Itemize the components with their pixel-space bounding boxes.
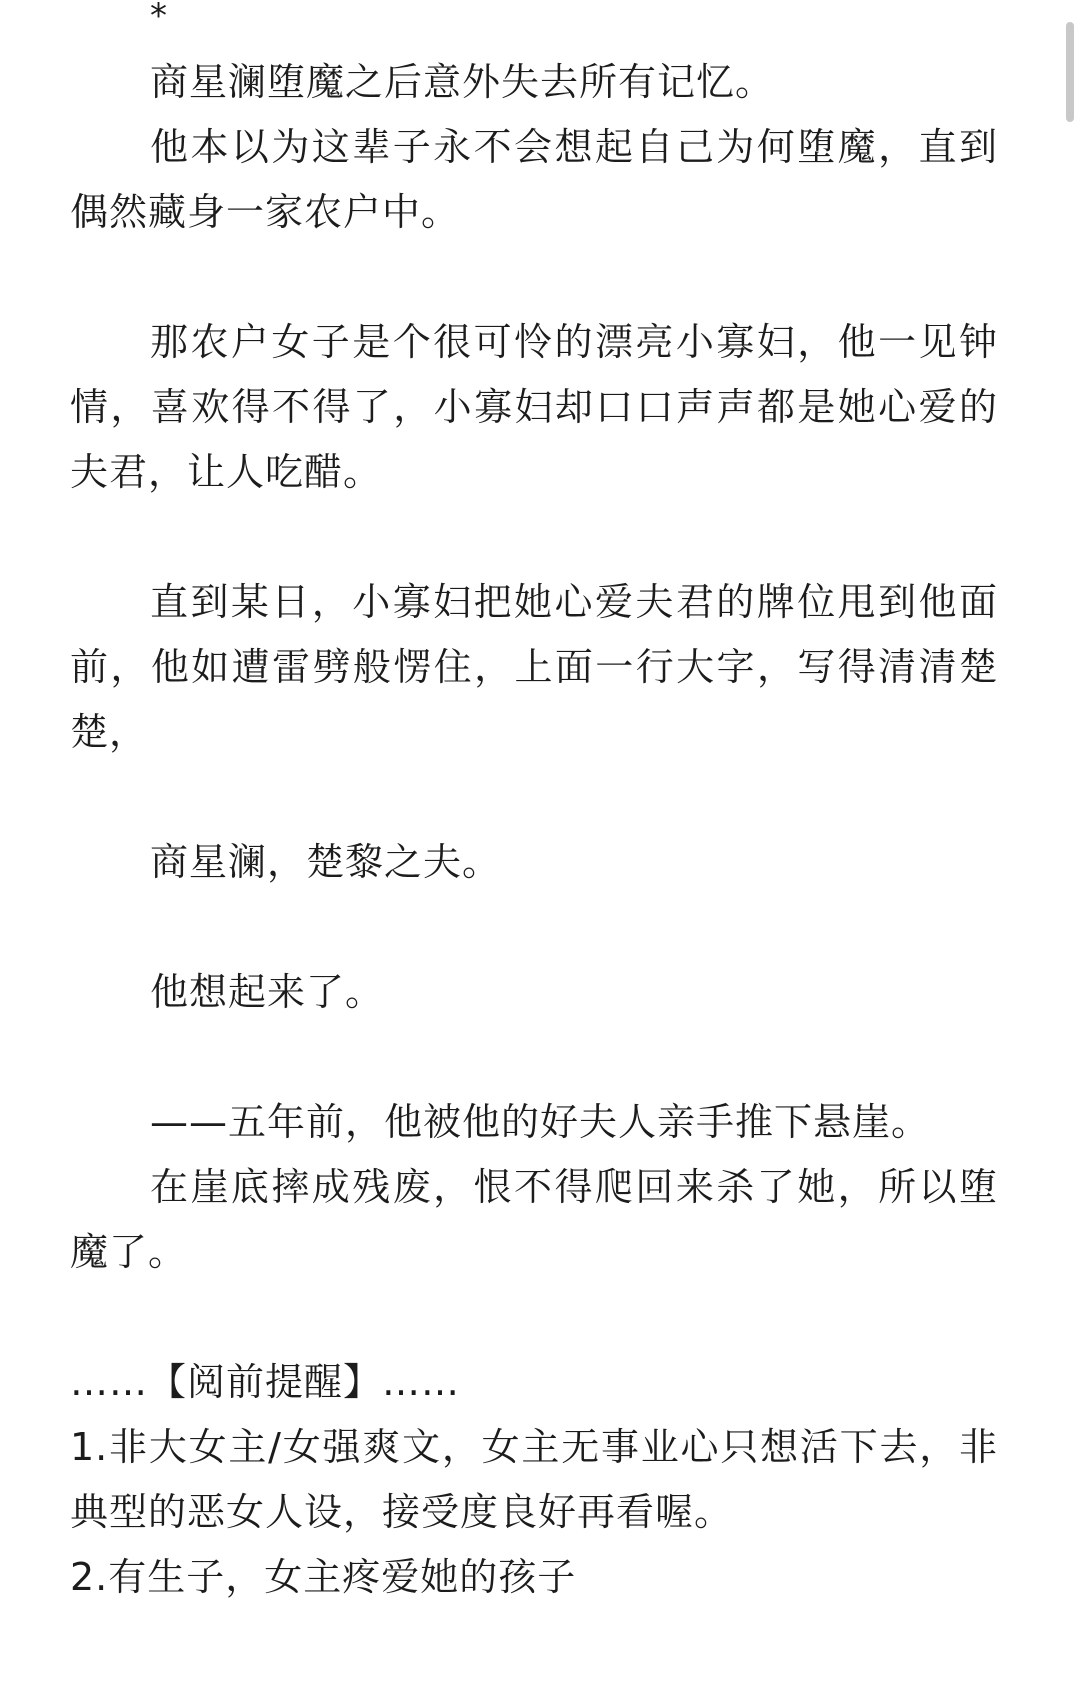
paragraph: 商星澜堕魔之后意外失去所有记忆。 xyxy=(150,60,775,104)
paragraph: 直到某日，小寡妇把她心爱夫君的牌位甩到他面前，他如遭雷劈般愣住，上面一行大字，写得清清楚楚， xyxy=(70,580,998,754)
paragraph: ——五年前，他被他的好夫人亲手推下悬崖。 xyxy=(150,1100,931,1144)
scrollbar-thumb[interactable] xyxy=(1066,22,1074,122)
paragraph: 在崖底摔成残废，恨不得爬回来杀了她，所以堕魔了。 xyxy=(70,1165,998,1274)
note-item: 2.有生子，女主疼爱她的孩子 xyxy=(70,1555,577,1599)
article-body xyxy=(70,50,998,1610)
paragraph: 他本以为这辈子永不会想起自己为何堕魔，直到偶然藏身一家农户中。 xyxy=(70,125,998,234)
paragraph: 那农户女子是个很可怜的漂亮小寡妇，他一见钟情，喜欢得不得了，小寡妇却口口声声都是她心爱的夫君，让人吃醋。 xyxy=(70,320,998,494)
reminder-title: ……【阅前提醒】…… xyxy=(70,1360,461,1404)
section-separator: * xyxy=(150,0,167,36)
paragraph: 商星澜，楚黎之夫。 xyxy=(150,840,502,884)
paragraph: 他想起来了。 xyxy=(150,970,385,1014)
note-item: 1.非大女主/女强爽文，女主无事业心只想活下去，非典型的恶女人设，接受度良好再看喔。 xyxy=(70,1425,998,1534)
